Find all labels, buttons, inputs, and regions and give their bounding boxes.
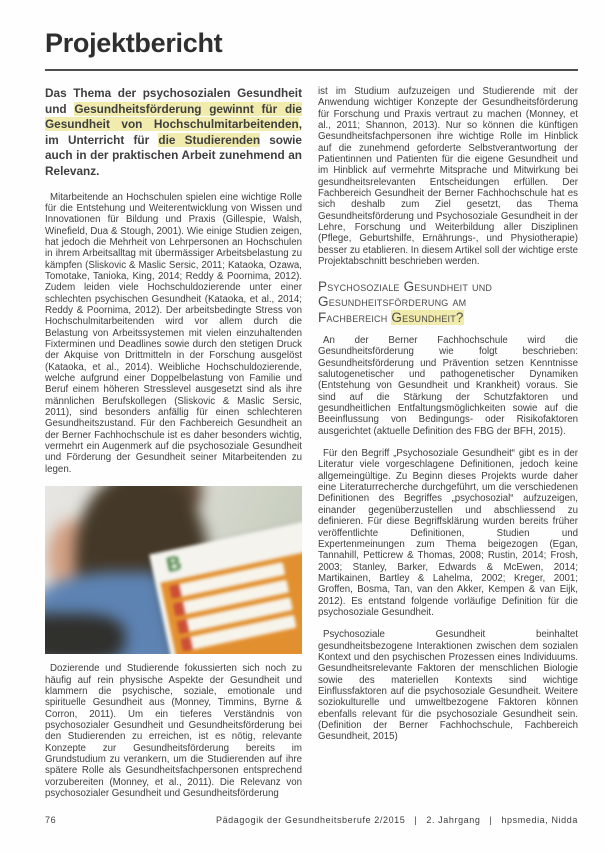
footer-journal: Pädagogik der Gesundheitsberufe 2/2015 [215, 815, 406, 825]
heading-line: Gesundheitsförderung am [318, 294, 467, 309]
lead-segment-highlighted: die Studierenden [158, 132, 261, 147]
title-divider [45, 69, 578, 71]
footer-volume: 2. Jahrgang [426, 815, 481, 825]
book-footer-stripes [182, 650, 302, 654]
left-column [45, 86, 302, 816]
lead-segment-highlighted: Gesundheitsförderung gewinnt für die Gesundheit von Hochschulmitarbeitenden [45, 101, 302, 132]
page-title: Projektbericht [45, 28, 223, 58]
lead-paragraph [45, 86, 302, 180]
photo-chair [45, 614, 125, 654]
footer-separator: | [414, 815, 418, 825]
heading-line: Fachbereich [318, 309, 392, 325]
right-column [318, 86, 578, 816]
section-heading [318, 279, 578, 326]
body-paragraph: Mitarbeitende an Hochschulen spielen eine wichtige Rolle für die Entstehung und Weiterentwicklung von Wissen und Innovationen für Bildung und Praxis (Gillespie, Walsh, Winefield, Dua & Stough, 2001). Wie einige Studien zeigen, hat jedoch die Mehrheit von Lehrpersonen an Hochschulen in ihrem Arbeitsalltag mit übermässiger Arbeitsbelastung zu kämpfen (Sliskovic & Maslic Sersic, 2011; Kataoka, Ozawa, Tomotake, Tanioka, King, 2014; Reddy & Poornima, 2012). Zudem leiden viele Hochschuldozierende unter einer schlechten psychischen Gesundheit (Kataoka, et al., 2014; Reddy & Poornima, 2012). Der arbeitsbedingte Stress von Hochschulmitarbeitenden wird vor allem durch die Belastung von Arbeitssystemen mit vielen einzuhaltenden Fixterminen und Deadlines sowie durch den stetigen Druck der Akquise von Drittmitteln in der Forschung ausgelöst (Kataoka, et al., 2014). Weibliche Hochschuldozierende, welche aufgrund einer Doppelbelastung von Familie und Beruf einem höheren Stresslevel ausgesetzt sind als ihre männlichen Berufskollegen (Sliskovic & Maslic Sersic, 2011), sind besonders anfällig für einen schlechteren Gesundheitszustand. Für den Fachbereich Gesundheit an der Berner Fachhochschule ist es daher besonders wichtig, vermehrt ein Augenmerk auf die psychosoziale Gesundheit und Förderung der Gesundheit seiner Mitarbeitenden zu legen. [45, 191, 302, 475]
footer-publisher: hpsmedia, Nidda [501, 815, 578, 825]
lead-segment: Das Thema der psychosozialen Gesundheit und [45, 86, 302, 116]
article-photo [45, 486, 302, 654]
body-paragraph: ist im Studium aufzuzeigen und Studierende mit der Anwendung wichtiger Konzepte der Gesundheitsförderung für Forschung und Praxis vertraut zu machen (Monney, et al., 2011; Shannon, 2013). Nur so können die künftigen Gesundheitsfachpersonen ihre wichtige Rolle im Hinblick auf die zunehmend geforderte Selbstverantwortung der Patientinnen und Patienten für die eigene Gesundheit und im Hinblick auf vermehrte Mitsprache und Mitwirkung bei gesundheitsrelevanten Entscheidungen erfüllen. Der Fachbereich Gesundheit der Berner Fachhochschule hat es sich deshalb zum Ziel gesetzt, das Thema Gesundheitsförderung und Psychosoziale Gesundheit in der Lehre, Forschung und Weiterbildung aller Disziplinen (Pflege, Geburtshilfe, Ernährungs-, und Physiotherapie) besser zu etablieren. In diesem Artikel soll der wichtige erste Projektabschnitt beschrieben werden. [318, 86, 578, 268]
page-footer [45, 815, 578, 825]
lead-segment: sowie auch in der praktischen Arbeit zunehmend an Relevanz. [45, 132, 302, 178]
page-number: 76 [45, 815, 57, 825]
body-paragraph: Psychosoziale Gesundheit beinhaltet gesundheitsbezogene Interaktionen zwischen dem sozialen Kontext und den psychischen Prozessen eines Individuums. Gesundheitsrelevante Faktoren der menschlichen Biologie sowie des materiellen Kontexts sind wichtige Einflussfaktoren auf die psychosoziale Gesundheit. Weitere soziokulturelle und umweltbezogene Faktoren können ebenfalls relevant für die psychosoziale Gesundheit sein. (Definition der Berner Fachhochschule, Fachbereich Gesundheit, 2015) [318, 629, 578, 743]
body-paragraph: Dozierende und Studierende fokussierten sich noch zu häufig auf rein physische Aspekte der Gesundheit und klammern die psychische, soziale, emotionale und spirituelle Gesundheit aus (Monney, Timmins, Byrne & Corron, 2011). Um ein tieferes Verständnis von psychosozialer Gesundheit und Gesundheitsförderung bei den Studierenden zu erreichen, ist es nötig, relevante Konzepte zur Gesundheitsförderung bereits im Grundstudium zu verankern, um die Studierenden auf ihre spätere Rolle als Gesundheitsfachpersonen entsprechend vorzubereiten (Monney, et al., 2011). Die Relevanz von psychosozialer Gesundheit und Gesundheitsförderung [45, 663, 302, 799]
footer-journal-line [216, 815, 578, 825]
footer-separator: | [489, 815, 493, 825]
heading-line: Psychosoziale Gesundheit und [318, 278, 493, 294]
lead-segment: , im Unterricht für [45, 117, 302, 147]
body-paragraph: An der Berner Fachhochschule wird die Gesundheitsförderung wie folgt beschrieben: Gesundheitsförderung und Prävention setzen Kenntnisse salutogenetischer und pathogenetischer Dynamiken (Entstehung von Gesundheit und Krankheit) voraus. Sie sind auf die Stärkung der Schutzfaktoren und gesundheitlichen Entfaltungsmöglichkeiten sowie auf die Beeinflussung von Bedingungs- oder Risikofaktoren ausgerichtet (aktuelle Definition des FBG der BFH, 2015). [318, 335, 578, 437]
figure-book-label: B [164, 552, 184, 577]
body-paragraph: Für den Begriff „Psychosoziale Gesundheit“ gibt es in der Literatur viele vorgeschlagene Definitionen, jedoch keine allgemeingültige. Zu Beginn dieses Projekts wurde daher eine Literaturrecherche durchgeführt, um die verschiedenen Definitionen des Begriffes „psychosozial“ aufzuzeigen, einander gegenüberzustellen und abschliessend zu definieren. Für diese Begriffsklärung wurden bereits früher veröffentlichte Definitionen, Studien und Expertenmeinungen zum Thema beigezogen (Egan, Tannahill, Petticrew & Thomas, 2008; Rustin, 2014; Frosh, 2003; Stanley, Barker, Edwards & McEwen, 2014; Martikainen, Bartley & Lahelma, 2002; Kreger, 2001; Groffen, Bosma, Tan, van den Akker, Kempen & van Eijk, 2012). Es entstand folgende vorläufige Definition für die psychosoziale Gesundheit. [318, 448, 578, 618]
heading-highlighted-word: Gesundheit? [391, 309, 464, 325]
